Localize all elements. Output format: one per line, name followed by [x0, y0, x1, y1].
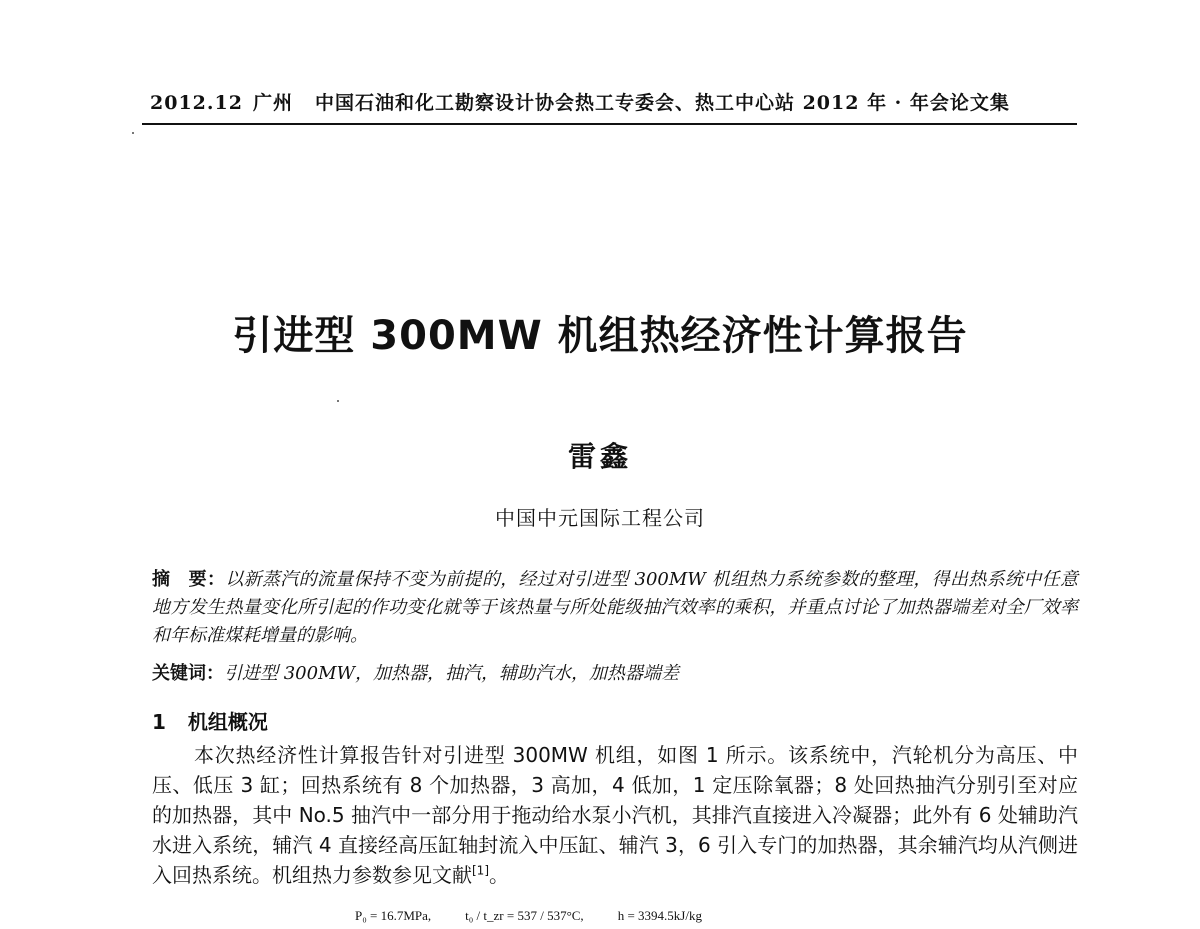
running-header	[150, 88, 1078, 115]
section-body-text: 本次热经济性计算报告针对引进型 300MW 机组，如图 1 所示。该系统中，汽轮机分为高压、中压、低压 3 缸；回热系统有 8 个加热器，3 高加，4 低加，1 定压除氧器；8 处回热抽汽分别引至对应的加热器，其中 No.5 抽汽中一部分用于拖动给水泵小汽机，其排汽直接进入冷凝器；此外有 6 处辅助汽水进入系统，辅汽 4 直接经高压缸轴封流入中压缸、辅汽 3，6 引入专门的加热器，其余辅汽均从汽侧进入回热系统。机组热力参数参见文献	[152, 743, 1078, 887]
scan-speck	[337, 400, 339, 402]
header-date: 2012.12	[150, 92, 243, 114]
author-affiliation: 中国中元国际工程公司	[495, 506, 705, 530]
formula-pressure: P₀ = 16.7MPa,	[355, 908, 432, 923]
keywords-label: 关键词：	[152, 663, 224, 684]
section-number: 1	[152, 710, 166, 734]
abstract-text: 以新蒸汽的流量保持不变为前提的，经过对引进型 300MW 机组热力系统参数的整理，得出热系统中任意地方发生热量变化所引起的作功变化就等于该热量与所处能级抽汽效率的乘积，并重点讨论了加热器端差对全厂效率和年标准煤耗增量的影响。	[152, 569, 1079, 646]
section-title: 机组概况	[187, 710, 268, 734]
citation-ref: [1]	[472, 863, 489, 878]
scan-speck	[132, 132, 134, 134]
keywords	[152, 660, 1078, 688]
header-place: 广州	[252, 92, 293, 114]
section-heading	[152, 706, 268, 735]
author-name: 雷鑫	[567, 440, 632, 473]
header-journal: 中国石油和化工勘察设计协会热工专委会、热工中心站 2012 年 · 年会论文集	[314, 92, 1010, 114]
section-body	[152, 740, 1078, 890]
header-rule	[142, 123, 1077, 125]
steam-parameters-formula	[355, 908, 736, 924]
abstract	[152, 566, 1078, 650]
abstract-label: 摘 要：	[152, 569, 226, 590]
section-body-end: 。	[489, 863, 509, 887]
formula-temperature: t₀ / t_zr = 537 / 537°C,	[465, 908, 584, 923]
formula-enthalpy: h = 3394.5kJ/kg	[617, 908, 702, 923]
paper-title: 引进型 300MW 机组热经济性计算报告	[232, 313, 968, 359]
keywords-text: 引进型 300MW，加热器，抽汽，辅助汽水，加热器端差	[224, 663, 680, 684]
